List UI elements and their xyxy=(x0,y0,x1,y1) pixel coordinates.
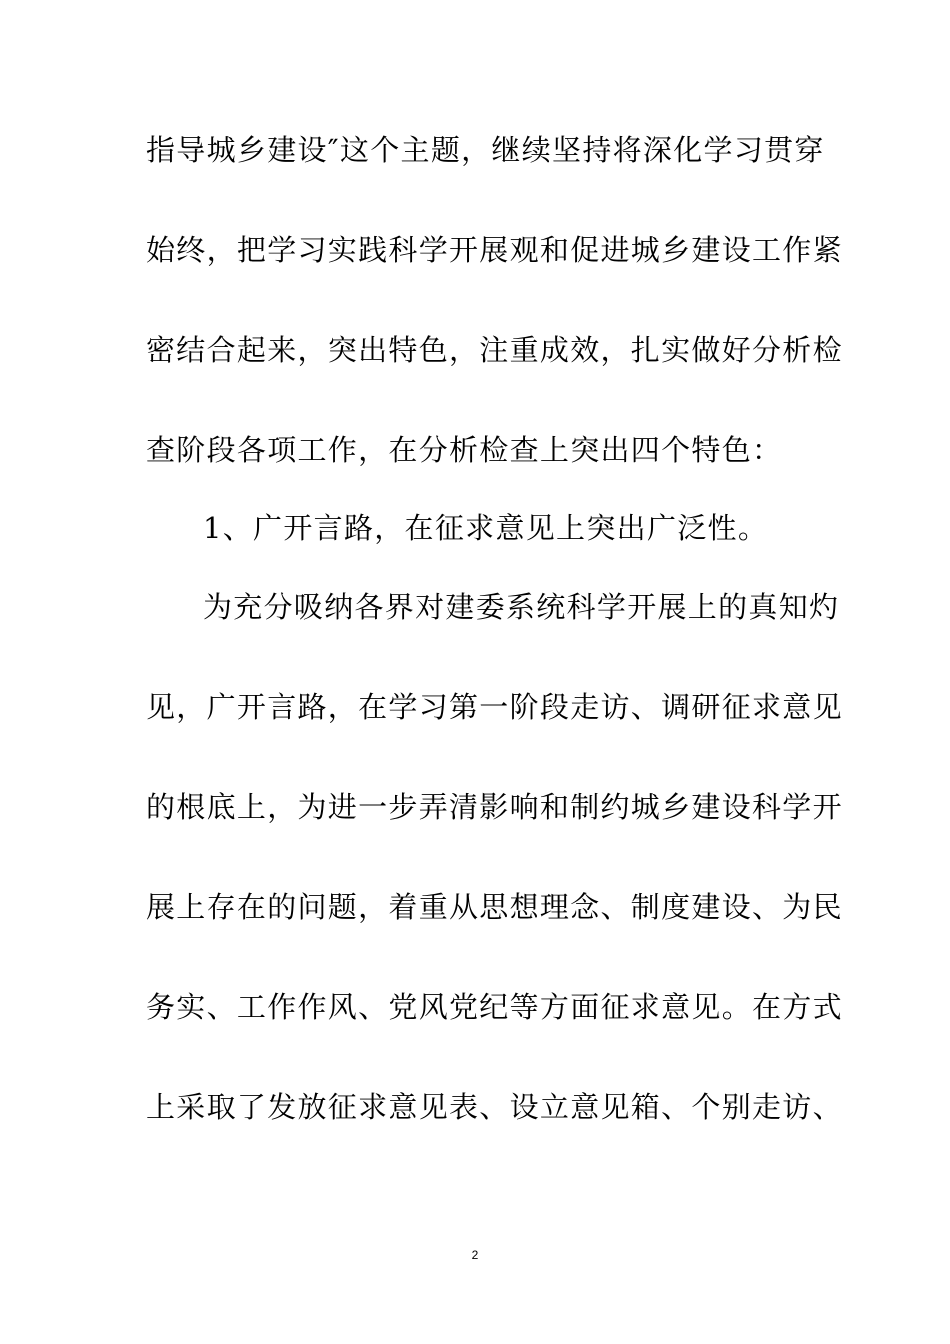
body-text-line: 指导城乡建设″这个主题，继续坚持将深化学习贯穿 xyxy=(146,133,825,167)
body-text-line: 展上存在的问题，着重从思想理念、制度建设、为民 xyxy=(146,890,843,924)
body-text-line: 查阶段各项工作，在分析检查上突出四个特色： xyxy=(146,433,783,467)
section-heading: 1、广开言路，在征求意见上突出广泛性。 xyxy=(203,511,769,545)
body-text-line: 的根底上，为进一步弄清影响和制约城乡建设科学开 xyxy=(146,790,843,824)
body-text-line: 见，广开言路，在学习第一阶段走访、调研征求意见 xyxy=(146,690,843,724)
body-text-line: 密结合起来，突出特色，注重成效，扎实做好分析检 xyxy=(146,333,843,367)
body-text-line: 始终，把学习实践科学开展观和促进城乡建设工作紧 xyxy=(146,233,843,267)
body-text-line: 务实、工作作风、党风党纪等方面征求意见。在方式 xyxy=(146,990,843,1024)
body-text-line: 上采取了发放征求意见表、设立意见箱、个别走访、 xyxy=(146,1090,843,1124)
paragraph-first-line: 为充分吸纳各界对建委系统科学开展上的真知灼 xyxy=(203,590,840,624)
page-number: 2 xyxy=(471,1248,479,1262)
